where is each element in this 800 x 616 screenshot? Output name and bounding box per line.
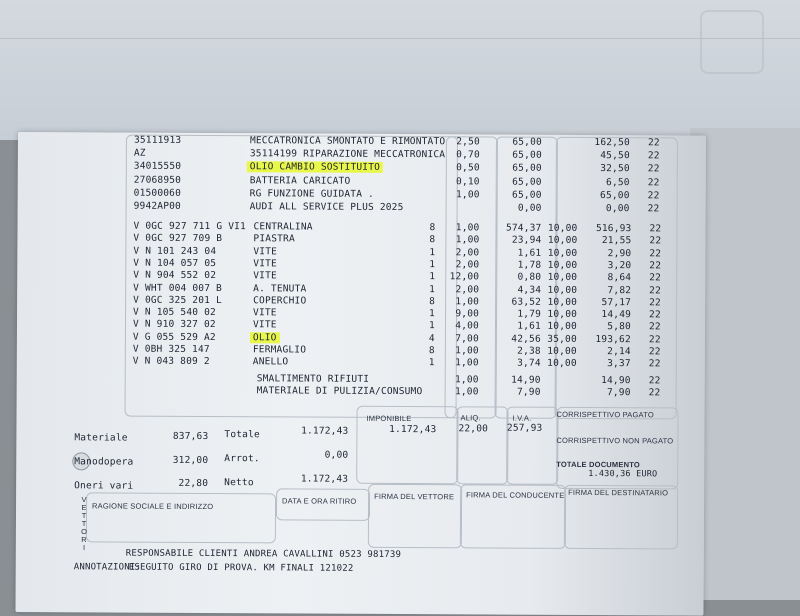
part-description: VITE	[253, 246, 277, 257]
part-price: 4,34	[493, 284, 541, 295]
part-description: VITE	[253, 320, 277, 331]
part-type-code: 8	[429, 296, 435, 307]
labor-code: 27068950	[134, 174, 181, 185]
part-total: 57,17	[583, 297, 631, 308]
part-description: FERMAGLIO	[253, 344, 306, 355]
invoice-document	[15, 132, 706, 616]
labor-price: 65,00	[494, 136, 542, 147]
labor-quantity: 2,50	[442, 136, 480, 147]
labor-code: AZ	[134, 148, 146, 159]
labor-code: 34015550	[134, 161, 181, 172]
part-price: 1,78	[493, 259, 541, 270]
non-pagato-label: CORRISPETTIVO NON PAGATO	[556, 435, 673, 447]
part-type-code: 1	[429, 271, 435, 282]
part-discount: 10,00	[539, 321, 577, 332]
vettori-vertical-label	[80, 496, 88, 552]
part-total: 21,55	[583, 235, 631, 246]
labor-total: 45,50	[578, 150, 630, 161]
part-quantity: 1,00	[441, 345, 479, 356]
part-type-code: 1	[429, 308, 435, 319]
part-discount: 10,00	[539, 235, 577, 246]
labor-total: 162,50	[578, 137, 630, 148]
background-sheet	[0, 0, 800, 140]
part-code: V N 101 243 04	[133, 245, 216, 256]
part-quantity: 1,00	[441, 235, 479, 246]
oneri-value: 22,80	[146, 478, 208, 489]
part-iva: 22	[649, 346, 661, 357]
extra-description: MATERIALE DI PULIZIA/CONSUMO	[257, 385, 423, 397]
part-iva: 22	[649, 322, 661, 333]
part-iva: 22	[649, 223, 661, 234]
part-price: 1,61	[493, 247, 541, 258]
part-price: 574,37	[493, 222, 541, 233]
vettori-letter: T	[80, 512, 88, 520]
materiale-label: Materiale	[74, 432, 127, 443]
part-iva: 22	[649, 285, 661, 296]
extra-price: 14,90	[493, 374, 541, 385]
part-code: V 0GC 325 201 L	[133, 294, 222, 305]
labor-iva: 22	[648, 150, 660, 161]
part-discount: 10,00	[539, 284, 577, 295]
ragione-sociale-label: RAGIONE SOCIALE E INDIRIZZO	[92, 500, 213, 512]
part-description: VITE	[253, 307, 277, 318]
part-discount: 35,00	[539, 333, 577, 344]
totale-value: 1.172,43	[276, 425, 348, 436]
part-discount: 10,00	[539, 223, 577, 234]
labor-code: 9942AP00	[134, 201, 181, 212]
part-code: V 0GC 927 711 G VI1	[133, 221, 246, 233]
part-discount: 10,00	[539, 272, 577, 283]
vettori-letter: I	[80, 544, 88, 552]
vettori-letter: E	[80, 504, 88, 512]
firma-conducente-label: FIRMA DEL CONDUCENTE	[466, 489, 564, 501]
labor-iva: 22	[648, 137, 660, 148]
vettori-letter: T	[80, 520, 88, 528]
part-total: 516,93	[583, 223, 631, 234]
part-quantity: 2,00	[441, 247, 479, 258]
responsabile-line: RESPONSABILE CLIENTI ANDREA CAVALLINI 0523 981739	[126, 549, 401, 561]
labor-quantity: 0,10	[442, 176, 480, 187]
iva-label: I.V.A.	[512, 413, 531, 424]
part-iva: 22	[649, 309, 661, 320]
part-discount: 10,00	[539, 358, 577, 369]
labor-description	[250, 162, 383, 174]
part-discount: 10,00	[539, 309, 577, 320]
part-total: 193,62	[583, 334, 631, 345]
part-quantity: 7,00	[441, 333, 479, 344]
manodopera-value: 312,00	[146, 455, 208, 466]
labor-code: 01500060	[134, 187, 181, 198]
extra-total: 7,90	[583, 386, 631, 397]
part-quantity: 1,00	[441, 296, 479, 307]
part-price: 63,52	[493, 296, 541, 307]
labor-total: 0,00	[578, 203, 630, 214]
part-quantity: 1,00	[441, 358, 479, 369]
part-total: 5,80	[583, 321, 631, 332]
aliquota-value: 22,00	[458, 423, 488, 434]
labor-iva: 22	[648, 164, 660, 175]
part-discount: 10,00	[539, 297, 577, 308]
totale-label: Totale	[224, 429, 260, 440]
totale-documento-label: TOTALE DOCUMENTO	[556, 459, 640, 470]
labor-description: MECCATRONICA SMONTATO E RIMONTATO	[250, 135, 445, 147]
part-type-code: 8	[429, 345, 435, 356]
highlighted-text: OLIO CAMBIO SOSTITUITO	[247, 162, 383, 174]
part-description: A. TENUTA	[253, 283, 306, 294]
part-description	[253, 332, 280, 343]
part-description: PIASTRA	[253, 234, 294, 245]
part-total: 2,14	[583, 346, 631, 357]
labor-price: 65,00	[494, 176, 542, 187]
paper-crease	[0, 38, 800, 39]
part-code: V N 910 327 02	[133, 319, 216, 330]
part-code: V N 105 540 02	[133, 307, 216, 318]
oneri-label: Oneri vari	[74, 480, 133, 491]
part-code: V 0GC 927 709 B	[133, 233, 222, 244]
part-iva: 22	[649, 272, 661, 283]
netto-value: 1.172,43	[276, 473, 348, 484]
manodopera-label: Manodopera	[74, 456, 133, 467]
labor-iva: 22	[648, 190, 660, 201]
annotazioni-text: ESEGUITO GIRO DI PROVA. KM FINALI 121022	[129, 563, 354, 575]
extra-total: 14,90	[583, 375, 631, 386]
labor-total: 6,50	[578, 177, 630, 188]
labor-description: BATTERIA CARICATO	[250, 175, 351, 187]
aliquota-label: ALIQ.	[460, 412, 480, 423]
part-price: 42,56	[493, 333, 541, 344]
highlighted-text: OLIO	[250, 332, 280, 343]
part-iva: 22	[649, 260, 661, 271]
part-code: V WHT 004 007 B	[133, 282, 222, 293]
part-total: 3,37	[583, 358, 631, 369]
labor-quantity: 0,70	[442, 149, 480, 160]
labor-price: 0,00	[494, 202, 542, 213]
data-ritiro-label: DATA E ORA RITIRO	[282, 495, 356, 506]
part-total: 8,64	[583, 272, 631, 283]
part-price: 1,79	[493, 309, 541, 320]
part-quantity: 12,00	[441, 271, 479, 282]
extra-quantity: 1,00	[441, 374, 479, 385]
vettori-letter: V	[80, 496, 88, 504]
part-description: VITE	[253, 270, 277, 281]
iva-value: 257,93	[492, 422, 542, 433]
part-type-code: 1	[429, 247, 435, 258]
part-quantity: 2,00	[441, 259, 479, 270]
totale-documento-value: 1.430,36 EURO	[588, 469, 657, 480]
part-iva: 22	[649, 248, 661, 259]
part-type-code: 8	[429, 234, 435, 245]
part-iva: 22	[649, 359, 661, 370]
vettori-letter: O	[80, 528, 88, 536]
labor-total: 32,50	[578, 163, 630, 174]
labor-code: 35111913	[134, 135, 181, 146]
labor-price: 65,00	[494, 163, 542, 174]
pagato-label: CORRISPETTIVO PAGATO	[557, 409, 654, 421]
part-description: ANELLO	[253, 357, 289, 368]
part-code: V 0BH 325 147	[133, 344, 210, 355]
extra-iva: 22	[649, 375, 661, 386]
labor-quantity: 0,50	[442, 163, 480, 174]
labor-total: 65,00	[578, 190, 630, 201]
extra-quantity: 1,00	[441, 386, 479, 397]
arrot-label: Arrot.	[224, 453, 260, 464]
firma-destinatario-label: FIRMA DEL DESTINATARIO	[568, 487, 668, 499]
part-total: 14,49	[583, 309, 631, 320]
part-discount: 10,00	[539, 260, 577, 271]
part-total: 7,82	[583, 284, 631, 295]
imponibile-value: 1.172,43	[366, 424, 436, 435]
part-price: 1,61	[493, 321, 541, 332]
part-type-code: 1	[429, 321, 435, 332]
extra-price: 7,90	[493, 386, 541, 397]
part-description: COPERCHIO	[253, 295, 306, 306]
part-description: VITE	[253, 258, 277, 269]
materiale-value: 837,63	[146, 431, 208, 442]
imponibile-label: IMPONIBILE	[366, 413, 411, 424]
part-code: V N 104 057 05	[133, 257, 216, 268]
part-price: 0,80	[493, 272, 541, 283]
part-description: CENTRALINA	[253, 221, 312, 232]
part-code: V N 904 552 02	[133, 270, 216, 281]
part-type-code: 8	[429, 222, 435, 233]
faint-logo-mark	[700, 10, 764, 74]
labor-price: 65,00	[494, 150, 542, 161]
part-type-code: 1	[429, 284, 435, 295]
part-iva: 22	[649, 297, 661, 308]
annotazioni-label: ANNOTAZIONI:	[74, 562, 141, 573]
part-price: 2,38	[493, 345, 541, 356]
labor-quantity: 1,00	[442, 189, 480, 200]
part-discount: 10,00	[539, 247, 577, 258]
part-code: V G 055 529 A2	[133, 331, 216, 342]
background-surface	[690, 128, 800, 600]
part-discount: 10,00	[539, 346, 577, 357]
part-quantity: 2,00	[441, 284, 479, 295]
part-price: 3,74	[493, 358, 541, 369]
labor-description: 35114199 RIPARAZIONE MECCATRONICA	[250, 148, 445, 160]
labor-description: RG FUNZIONE GUIDATA .	[250, 188, 374, 200]
part-quantity: 1,00	[441, 222, 479, 233]
part-type-code: 1	[429, 259, 435, 270]
labor-price: 65,00	[494, 189, 542, 200]
part-iva: 22	[649, 236, 661, 247]
firma-vettore-label: FIRMA DEL VETTORE	[374, 491, 454, 502]
extra-iva: 22	[649, 387, 661, 398]
part-quantity: 9,00	[441, 308, 479, 319]
labor-iva: 22	[648, 177, 660, 188]
extra-description: SMALTIMENTO RIFIUTI	[257, 373, 370, 385]
netto-label: Netto	[224, 477, 254, 488]
labor-iva: 22	[648, 203, 660, 214]
part-iva: 22	[649, 334, 661, 345]
part-total: 3,20	[583, 260, 631, 271]
arrot-value: 0,00	[276, 449, 348, 460]
part-price: 23,94	[493, 235, 541, 246]
labor-description: AUDI ALL SERVICE PLUS 2025	[250, 201, 404, 213]
part-code: V N 043 809 2	[133, 356, 210, 367]
vettori-letter: R	[80, 536, 88, 544]
part-type-code: 1	[429, 357, 435, 368]
part-total: 2,90	[583, 248, 631, 259]
part-quantity: 4,00	[441, 321, 479, 332]
part-type-code: 4	[429, 333, 435, 344]
